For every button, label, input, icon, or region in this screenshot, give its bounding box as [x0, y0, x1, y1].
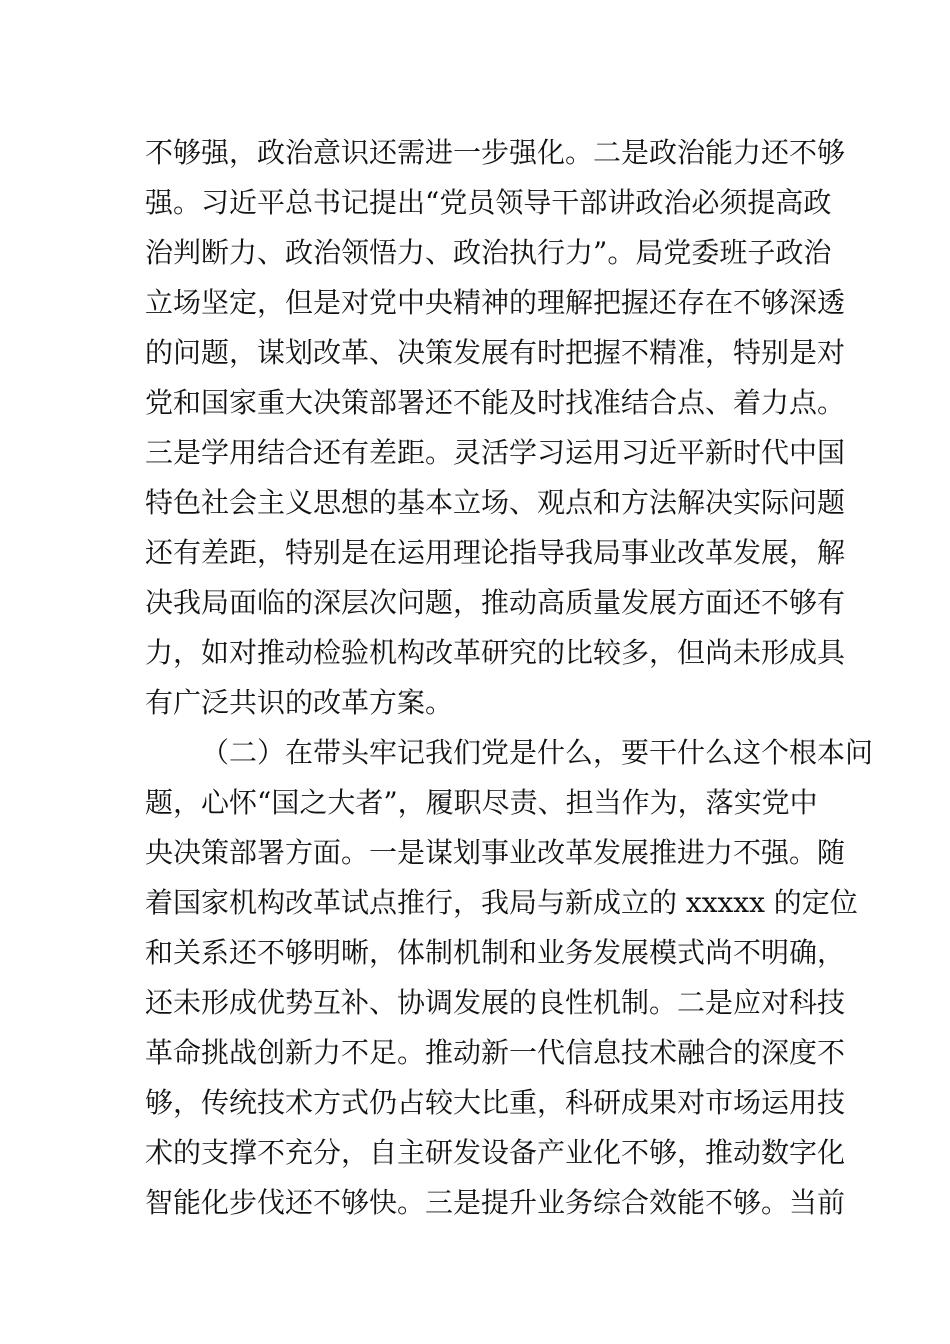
- text-line: 还有差距，特别是在运用理论指导我局事业改革发展，解: [145, 536, 846, 569]
- text-line: 的问题，谋划改革、决策发展有时把握不精准，特别是对: [145, 336, 846, 369]
- text-line: 三是学用结合还有差距。灵活学习运用习近平新时代中国: [145, 436, 846, 469]
- text-line: 央决策部署方面。一是谋划事业改革发展推进力不强。随: [145, 836, 846, 869]
- text-line: 特色社会主义思想的基本立场、观点和方法解决实际问题: [145, 486, 846, 519]
- text-line: 着国家机构改革试点推行，我局与新成立的 xxxxx 的定位: [145, 886, 858, 919]
- text-line: 术的支撑不充分，自主研发设备产业化不够，推动数字化: [145, 1136, 846, 1169]
- text-line: 革命挑战创新力不足。推动新一代信息技术融合的深度不: [145, 1036, 846, 1069]
- text-line: 有广泛共识的改革方案。: [145, 686, 454, 719]
- text-line: 够，传统技术方式仍占较大比重，科研成果对市场运用技: [145, 1086, 846, 1119]
- text-line: 题，心怀“国之大者”，履职尽责、担当作为，落实党中: [145, 786, 818, 819]
- text-line: 强。习近平总书记提出“党员领导干部讲政治必须提高政: [145, 186, 832, 219]
- text-line: 力，如对推动检验机构改革研究的比较多，但尚未形成具: [145, 636, 846, 669]
- section-heading-line: （二）在带头牢记我们党是什么，要干什么这个根本问: [201, 736, 874, 769]
- text-line: 立场坚定，但是对党中央精神的理解把握还存在不够深透: [145, 286, 846, 319]
- text-line: 和关系还不够明晰，体制机制和业务发展模式尚不明确，: [145, 936, 846, 969]
- text-line: 不够强，政治意识还需进一步强化。二是政治能力还不够: [145, 136, 846, 169]
- body-text: [145, 128, 874, 1228]
- text-line: 还未形成优势互补、协调发展的良性机制。二是应对科技: [145, 986, 846, 1019]
- text-line: 治判断力、政治领悟力、政治执行力”。局党委班子政治: [145, 236, 832, 269]
- text-line: 决我局面临的深层次问题，推动高质量发展方面还不够有: [145, 586, 846, 619]
- text-line: 智能化步伐还不够快。三是提升业务综合效能不够。当前: [145, 1186, 846, 1219]
- text-line: 党和国家重大决策部署还不能及时找准结合点、着力点。: [145, 386, 846, 419]
